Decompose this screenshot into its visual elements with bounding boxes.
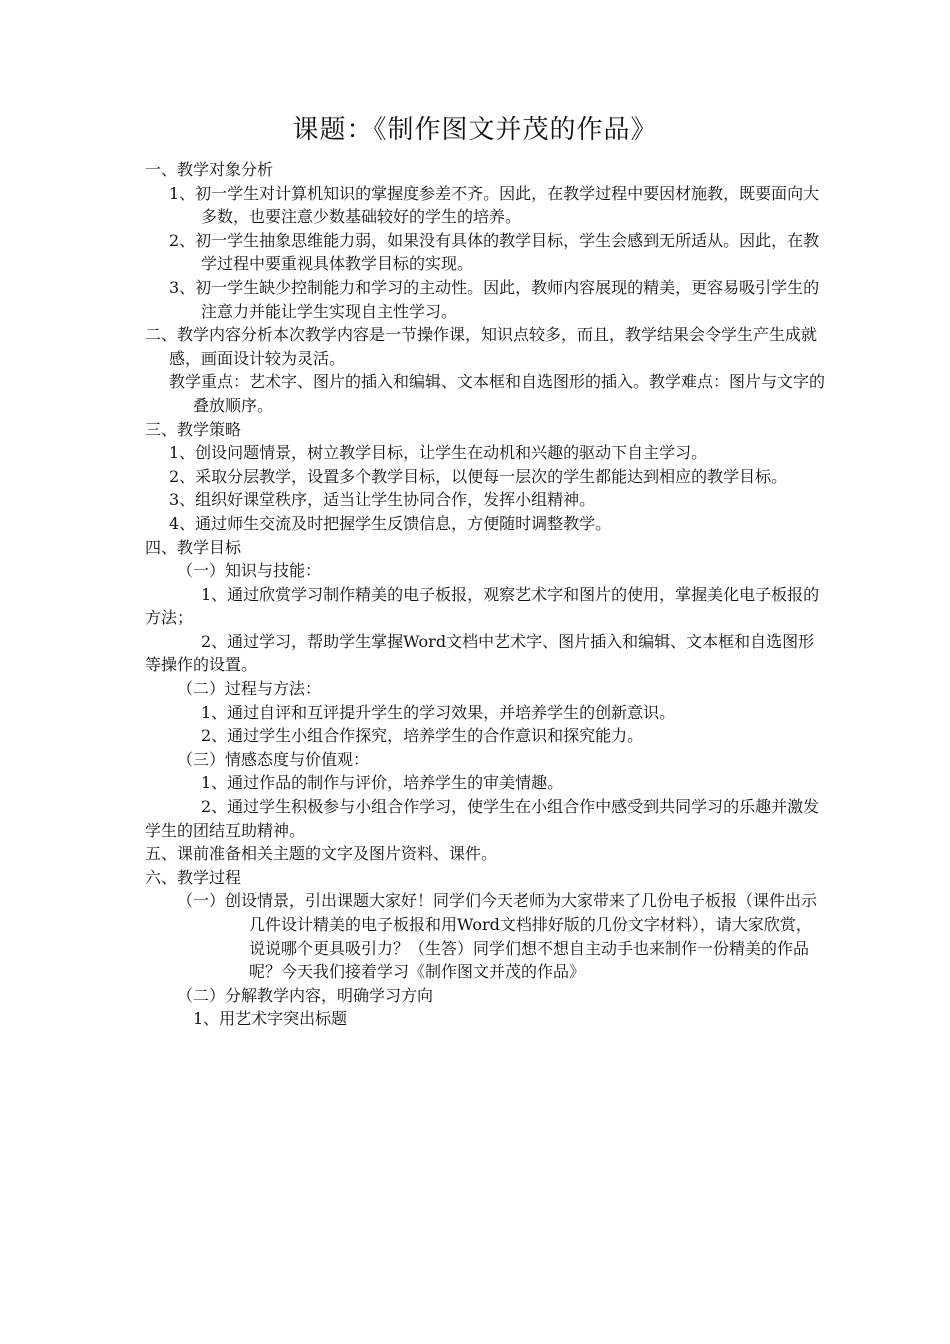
- list-item: 1、用艺术字突出标题: [193, 1009, 348, 1029]
- list-item: 3、初一学生缺少控制能力和学习的主动性。因此，教师内容展现的精美，更容易吸引学生的注意力并能让学生实现自主性学习。: [169, 277, 820, 321]
- section-heading-3: 三、教学策略: [145, 419, 242, 439]
- subheading-breakdown: （二）分解教学内容，明确学习方向: [177, 985, 434, 1005]
- list-item: 3、组织好课堂秩序，适当让学生协同合作，发挥小组精神。: [169, 490, 596, 510]
- subheading-attitude: （三）情感态度与价值观：: [177, 749, 370, 769]
- document-body: [145, 158, 825, 1031]
- section-heading-5: 五、课前准备相关主题的文字及图片资料、课件。: [145, 844, 498, 864]
- section-heading-4: 四、教学目标: [145, 537, 242, 557]
- page-title: 课题：《制作图文并茂的作品》: [292, 115, 658, 145]
- list-item: 2、通过学生小组合作探究，培养学生的合作意识和探究能力。: [201, 726, 644, 746]
- list-item: 1、通过自评和互评提升学生的学习效果，并培养学生的创新意识。: [201, 702, 676, 722]
- list-item: 4、通过师生交流及时把握学生反馈信息，方便随时调整教学。: [169, 513, 612, 533]
- section-heading-1: 一、教学对象分析: [145, 160, 274, 179]
- section-heading-6: 六、教学过程: [145, 867, 242, 887]
- list-item: 2、通过学生积极参与小组合作学习，使学生在小组合作中感受到共同学习的乐趣并激发学生的团结互助精神。: [145, 797, 820, 840]
- section-heading-2: 二、教学内容分析本次教学内容是一节操作课，知识点较多，而且，教学结果会令学生产生成就感，画面设计较为灵活。: [145, 325, 818, 368]
- list-item: 2、初一学生抽象思维能力弱，如果没有具体的教学目标，学生会感到无所适从。因此，在教学过程中要重视具体教学目标的实现。: [169, 230, 820, 274]
- key-points: 教学重点：艺术字、图片的插入和编辑、文本框和自选图形的插入。教学难点：图片与文字的叠放顺序。: [169, 372, 826, 415]
- subheading-process: （二）过程与方法：: [177, 679, 322, 699]
- subheading-intro: （一）创设情景，引出课题大家好！同学们今天老师为大家带来了几份电子板报（课件出示几件设计精美的电子板报和用Word文档排好版的几份文字材料），请大家欣赏，说说哪个更具吸引力？（生答）同学们想不想自主动手也来制作一份精美的作品呢？今天我们接着学习《制作图文并茂的作品》: [177, 891, 818, 982]
- list-item: 1、通过作品的制作与评价，培养学生的审美情趣。: [201, 773, 564, 793]
- list-item: 2、采取分层教学，设置多个教学目标，以便每一层次的学生都能达到相应的教学目标。: [169, 466, 788, 486]
- subheading-knowledge: （一）知识与技能：: [177, 561, 322, 581]
- list-item: 1、通过欣赏学习制作精美的电子板报，观察艺术字和图片的使用，掌握美化电子板报的方法；: [145, 584, 820, 628]
- list-item: 1、创设问题情景，树立教学目标，让学生在动机和兴趣的驱动下自主学习。: [169, 443, 708, 463]
- list-item: 2、通过学习，帮助学生掌握Word文档中艺术字、图片插入和编辑、文本框和自选图形等操作的设置。: [145, 631, 815, 675]
- list-item: 1、初一学生对计算机知识的掌握度参差不齐。因此，在教学过程中要因材施教，既要面向大多数，也要注意少数基础较好的学生的培养。: [169, 183, 820, 227]
